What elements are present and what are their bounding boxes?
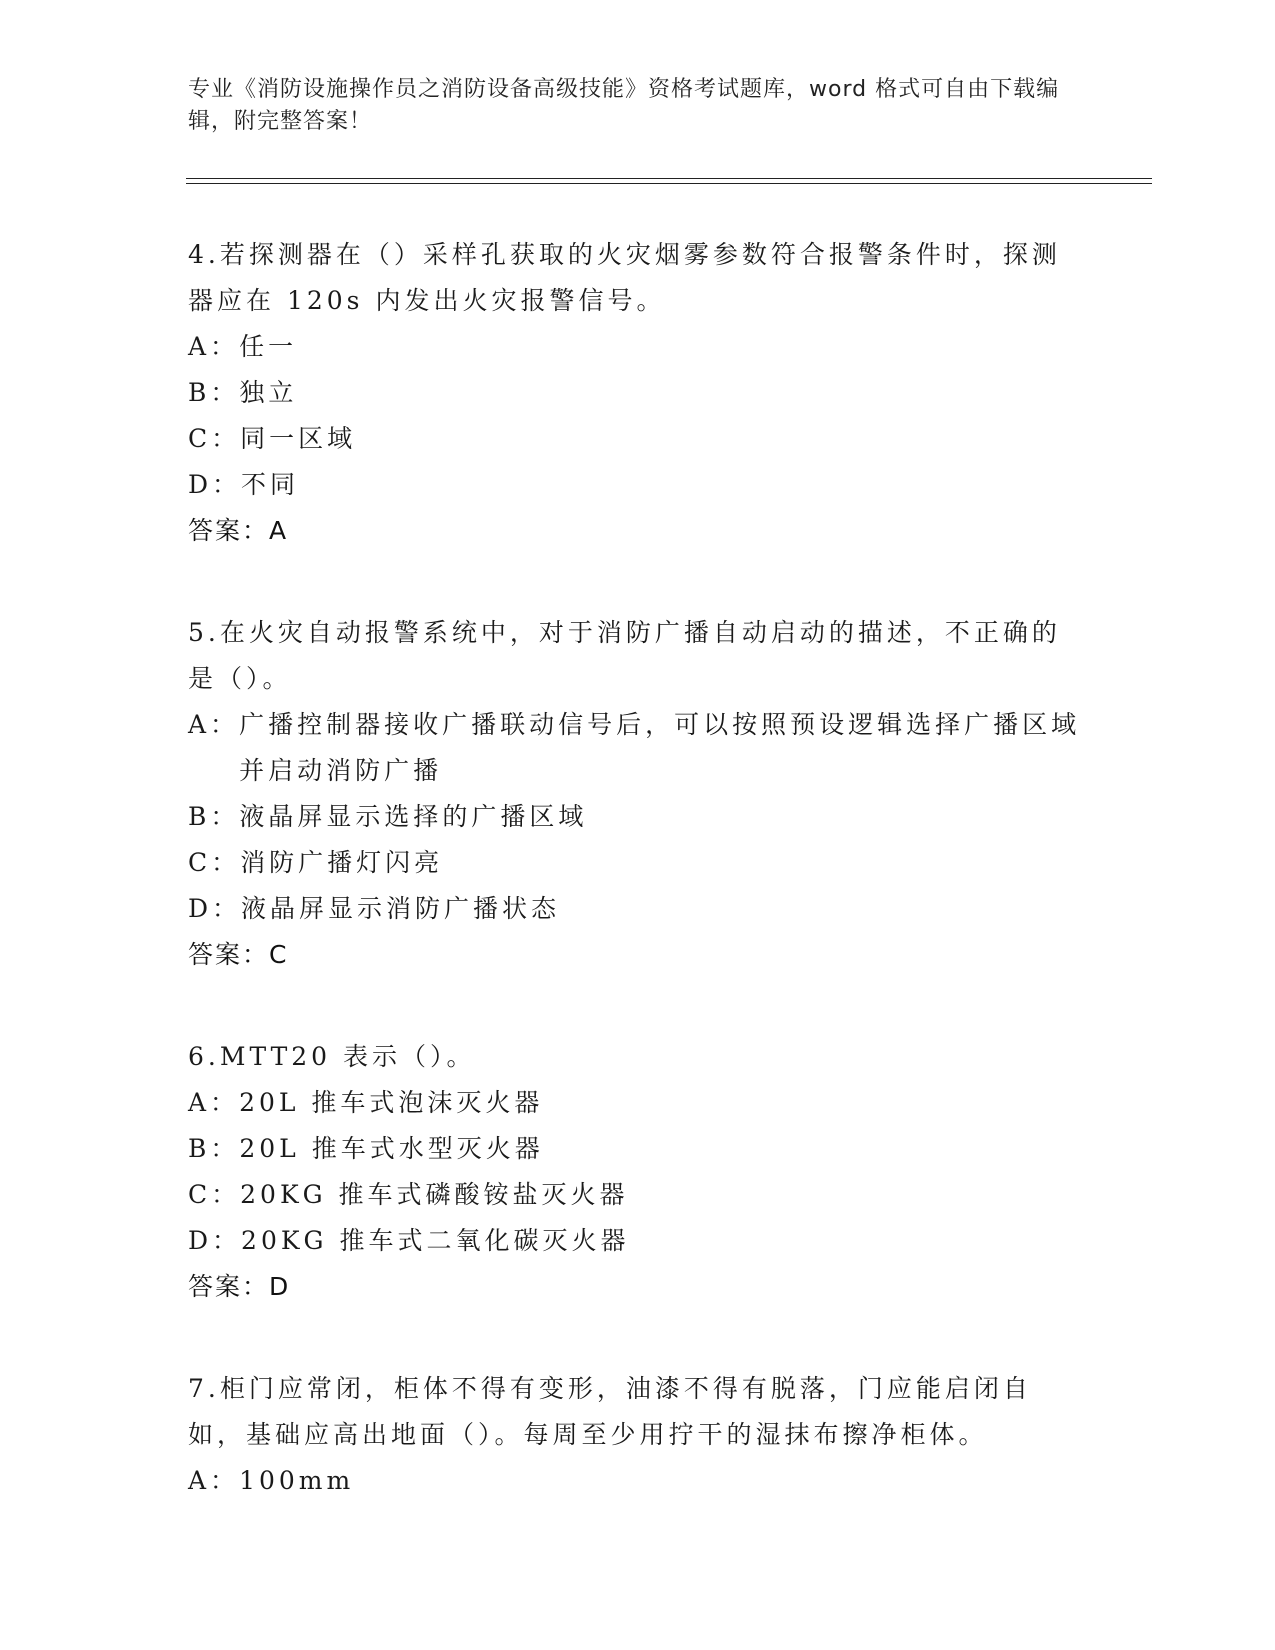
option-b xyxy=(188,370,1088,416)
option-c xyxy=(188,1172,1088,1218)
option-text: 广播控制器接收广播联动信号后，可以按照预设逻辑选择广播区域并启动消防广播 xyxy=(239,710,1081,785)
question-stem: 6.MTT20 表示（）。 xyxy=(188,1042,476,1071)
option-b xyxy=(188,1126,1088,1172)
header-divider-bottom xyxy=(186,183,1152,184)
option-key: B： xyxy=(188,378,240,407)
question-list xyxy=(188,232,1088,1560)
option-text: 液晶屏显示消防广播状态 xyxy=(241,894,561,923)
option-d xyxy=(188,1218,1088,1264)
option-text: 液晶屏显示选择的广播区域 xyxy=(239,802,588,831)
option-key: A： xyxy=(188,710,240,739)
option-b xyxy=(188,794,1088,840)
option-key: D： xyxy=(188,470,242,499)
question-stem: 4.若探测器在（）采样孔获取的火灾烟雾参数符合报警条件时，探测器应在 120s 内发出火灾报警信号。 xyxy=(188,240,1061,315)
option-d xyxy=(188,462,1088,508)
question-item xyxy=(188,1366,1088,1504)
option-key: D： xyxy=(188,1226,242,1255)
option-a xyxy=(188,324,1088,370)
option-key: C： xyxy=(188,848,241,877)
option-key: B： xyxy=(188,1134,240,1163)
header-divider-top xyxy=(186,178,1152,179)
option-text: 同一区域 xyxy=(240,424,357,453)
option-key: A： xyxy=(188,1088,240,1117)
option-text: 不同 xyxy=(241,470,300,499)
question-stem: 7.柜门应常闭，柜体不得有变形，油漆不得有脱落，门应能启闭自如，基础应高出地面（）。每周至少用拧干的湿抹布擦净柜体。 xyxy=(188,1374,1032,1449)
question-stem: 5.在火灾自动报警系统中，对于消防广播自动启动的描述，不正确的是（）。 xyxy=(188,618,1061,693)
answer-line: 答案：D xyxy=(188,1272,291,1301)
question-item xyxy=(188,232,1088,554)
option-d xyxy=(188,886,1088,932)
option-key: A： xyxy=(188,332,240,361)
option-key: A： xyxy=(188,1466,240,1495)
document-header: 专业《消防设施操作员之消防设备高级技能》资格考试题库，word 格式可自由下载编辑，附完整答案！ xyxy=(188,77,1060,134)
option-text: 20L 推车式水型灭火器 xyxy=(239,1134,544,1163)
option-text: 独立 xyxy=(239,378,298,407)
option-key: D： xyxy=(188,894,242,923)
option-a xyxy=(188,702,1088,794)
option-text: 消防广播灯闪亮 xyxy=(240,848,444,877)
option-key: C： xyxy=(188,1180,241,1209)
option-text: 任一 xyxy=(239,332,298,361)
question-item xyxy=(188,610,1088,978)
option-c xyxy=(188,840,1088,886)
option-key: B： xyxy=(188,802,240,831)
option-key: C： xyxy=(188,424,241,453)
option-text: 20KG 推车式二氧化碳灭火器 xyxy=(241,1226,630,1255)
option-text: 20KG 推车式磷酸铵盐灭火器 xyxy=(240,1180,629,1209)
option-text: 20L 推车式泡沫灭火器 xyxy=(239,1088,544,1117)
option-c xyxy=(188,416,1088,462)
option-text: 100mm xyxy=(239,1466,355,1495)
answer-line: 答案：C xyxy=(188,940,289,969)
option-a xyxy=(188,1458,1088,1504)
option-a xyxy=(188,1080,1088,1126)
answer-line: 答案：A xyxy=(188,516,289,545)
question-item xyxy=(188,1034,1088,1310)
